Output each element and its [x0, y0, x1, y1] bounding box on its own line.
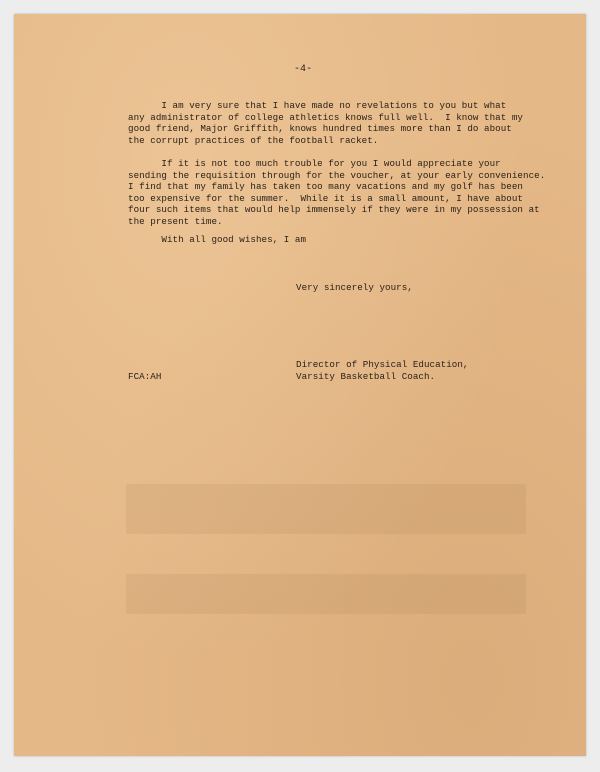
bleed-through-shadow	[126, 574, 526, 614]
complimentary-close: Very sincerely yours,	[296, 282, 413, 293]
signature-title: Director of Physical Education, Varsity Basketball Coach.	[296, 359, 469, 382]
reference-initials: FCA:AH	[128, 371, 162, 382]
paragraph-3: With all good wishes, I am	[128, 234, 307, 245]
paragraph-1: I am very sure that I have made no revelations to you but what any administrator of college athletics knows full well. I know that my good friend, Major Griffith, knows hundred times more than I do about the corrupt practices of the football racket.	[128, 100, 524, 146]
paragraph-2: If it is not too much trouble for you I would appreciate your sending the requisition through for the voucher, at your early convenience. I find that my family has taken too many vacations and my golf has been too expensive for the summer. While it is a small amount, I have about four such items that would help immensely if they were in my possession at the present time.	[128, 158, 546, 227]
bleed-through-shadow	[126, 484, 526, 534]
page-number: -4-	[294, 64, 313, 75]
